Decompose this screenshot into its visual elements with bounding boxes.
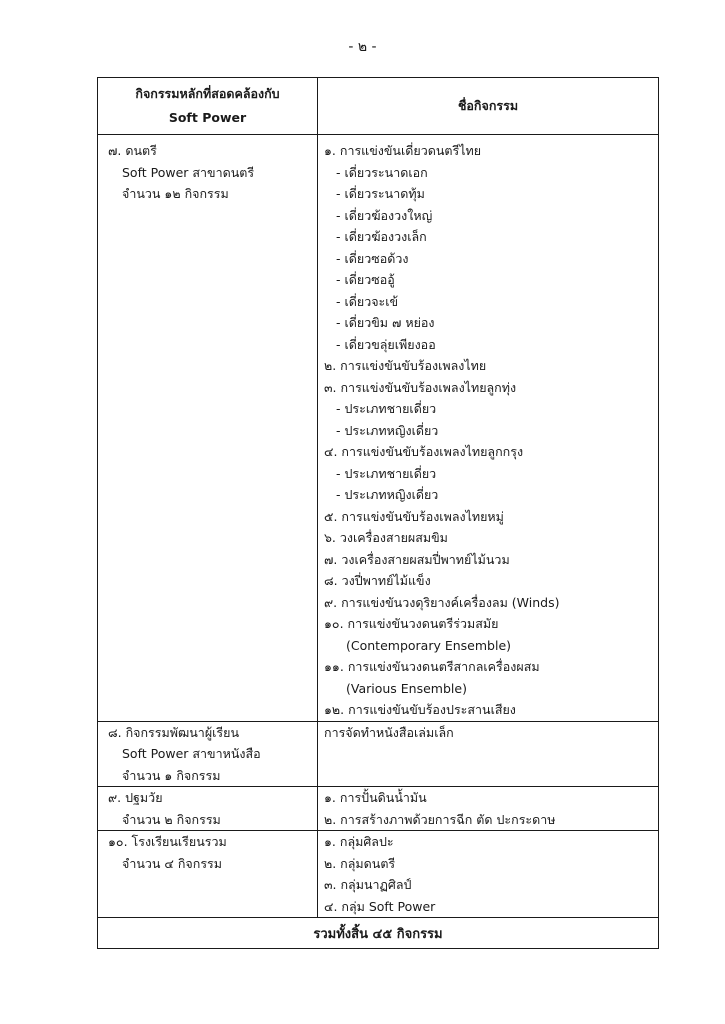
list-item: ๕. การแข่งขันขับร้องเพลงไทยหมู่ (324, 508, 504, 524)
list-item: (Contemporary Ensemble) (346, 637, 512, 653)
activity-list-cell (318, 721, 659, 787)
list-item: - เดี่ยวซอด้วง (336, 250, 409, 266)
main-activity-cell (98, 787, 318, 831)
list-item: ๑. การปั้นดินน้ำมัน (324, 790, 427, 805)
table-row (98, 787, 659, 831)
list-item: - เดี่ยวซออู้ (336, 272, 395, 287)
table-row (98, 721, 659, 787)
total-label: รวมทั้งสิ้น ๔๕ กิจกรรม (98, 918, 659, 949)
list-item: - เดี่ยวจะเข้ (336, 293, 399, 309)
activity-list-cell (318, 787, 659, 831)
main-activity-count: จำนวน ๒ กิจกรรม (122, 811, 221, 827)
list-item: ๘. วงปี่พาทย์ไม้แข็ง (324, 573, 431, 588)
main-activity-subtitle: Soft Power สาขาหนังสือ (122, 746, 261, 761)
list-item: - เดี่ยวระนาดทุ้ม (336, 186, 425, 201)
list-item: - เดี่ยวขลุ่ยเพียงออ (336, 336, 436, 352)
list-item: ๖. วงเครื่องสายผสมขิม (324, 530, 448, 545)
page-number: - ๒ - (348, 39, 377, 55)
list-item: ๔. การแข่งขันขับร้องเพลงไทยลูกกรุง (324, 444, 524, 459)
list-item: - เดี่ยวระนาดเอก (336, 164, 428, 180)
list-item: ๒. การสร้างภาพด้วยการฉีก ตัด ปะกระดาษ (324, 811, 556, 827)
activity-list-cell (318, 831, 659, 918)
list-item: - ประเภทชายเดี่ยว (336, 465, 437, 481)
list-item: (Various Ensemble) (346, 680, 467, 696)
list-item: ๔. กลุ่ม Soft Power (324, 898, 436, 914)
list-item: ๑๐. การแข่งขันวงดนตรีร่วมสมัย (324, 616, 499, 631)
list-item: ๒. การแข่งขันขับร้องเพลงไทย (324, 358, 487, 373)
table-header-row (98, 78, 659, 135)
main-activity-title: ๘. กิจกรรมพัฒนาผู้เรียน (108, 724, 239, 740)
list-item: - ประเภทหญิงเดี่ยว (336, 487, 439, 502)
list-item: ๓. การแข่งขันขับร้องเพลงไทยลูกทุ่ง (324, 379, 517, 395)
total-row (98, 918, 659, 949)
header-main-activity (98, 78, 318, 135)
list-item: ๑. การแข่งขันเดี่ยวดนตรีไทย (324, 143, 482, 158)
list-item: ๙. การแข่งขันวงดุริยางค์เครื่องลม (Winds) (324, 594, 560, 610)
list-item: ๒. กลุ่มดนตรี (324, 855, 396, 871)
main-activity-count: จำนวน ๑๒ กิจกรรม (122, 186, 229, 201)
list-item: ๑๒. การแข่งขันขับร้องประสานเสียง (324, 702, 516, 717)
list-item: ๑. กลุ่มศิลปะ (324, 834, 394, 849)
header-main-activity-line1: กิจกรรมหลักที่สอดคล้องกับ (135, 86, 280, 101)
list-item: การจัดทำหนังสือเล่มเล็ก (324, 724, 454, 740)
activity-list-cell (318, 135, 659, 722)
list-item: - ประเภทหญิงเดี่ยว (336, 422, 439, 438)
main-activity-cell (98, 135, 318, 722)
main-activity-title: ๙. ปฐมวัย (108, 790, 163, 805)
list-item: - ประเภทชายเดี่ยว (336, 401, 437, 416)
main-activity-cell (98, 831, 318, 918)
main-activity-subtitle: Soft Power สาขาดนตรี (122, 164, 255, 180)
list-item: - เดี่ยวฆ้องวงใหญ่ (336, 207, 433, 223)
main-activity-count: จำนวน ๔ กิจกรรม (122, 855, 222, 871)
main-activity-count: จำนวน ๑ กิจกรรม (122, 767, 221, 783)
table-row (98, 831, 659, 918)
header-main-activity-line2: Soft Power (168, 110, 247, 125)
header-activity-name: ชื่อกิจกรรม (318, 78, 659, 135)
list-item: - เดี่ยวฆ้องวงเล็ก (336, 229, 427, 244)
list-item: ๗. วงเครื่องสายผสมปี่พาทย์ไม้นวม (324, 551, 510, 567)
list-item: ๓. กลุ่มนาฏศิลป์ (324, 877, 412, 892)
activity-table (97, 77, 659, 949)
main-activity-title: ๑๐. โรงเรียนเรียนรวม (108, 834, 227, 849)
main-activity-cell (98, 721, 318, 787)
table-row (98, 135, 659, 722)
main-activity-title: ๗. ดนตรี (108, 143, 157, 158)
list-item: ๑๑. การแข่งขันวงดนตรีสากลเครื่องผสม (324, 659, 540, 674)
list-item: - เดี่ยวขิม ๗ หย่อง (336, 315, 435, 330)
